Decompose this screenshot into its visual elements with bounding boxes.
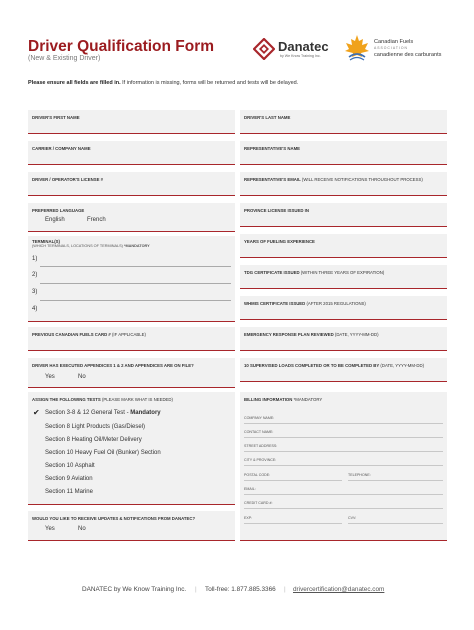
language-option-french[interactable]: French (87, 217, 106, 223)
checkbox-icon[interactable] (32, 488, 42, 498)
rep-email-label (244, 177, 423, 182)
test-option-marine[interactable] (32, 488, 224, 498)
fuels-card-field[interactable] (28, 327, 235, 351)
province-label: PROVINCE LICENSE ISSUED IN (244, 208, 309, 213)
test-option-marine-label: Section 11 Marine (45, 489, 93, 495)
terminals-field (28, 236, 235, 322)
tdg-label-normal: (WITHIN THREE YEARS OF EXPIRATION) (299, 270, 385, 275)
whmis-field[interactable] (240, 296, 447, 320)
supervised-loads-label-normal: (DATE, YYYY-MM-DD) (379, 363, 425, 368)
billing-cvv-label: CVV: (348, 516, 357, 520)
terminals-sublabel (32, 244, 150, 248)
supervised-loads-label (244, 363, 424, 368)
updates-field (28, 511, 235, 541)
test-option-heavy-fuel-oil[interactable] (32, 449, 224, 459)
footer-separator-1: | (195, 586, 197, 593)
tests-field (28, 392, 235, 505)
rep-name-label: REPRESENTATIVE'S NAME (244, 146, 301, 151)
cfa-logo-line1: Canadian Fuels (374, 39, 414, 45)
appendices-option-yes[interactable]: Yes (45, 374, 55, 380)
billing-contact-label: CONTACT NAME: (244, 430, 274, 434)
terminal-1-line[interactable] (40, 266, 231, 267)
terminals-sublabel-normal: (WHICH TERMINALS, LOCATIONS OF TERMINALS) (32, 244, 123, 248)
footer-email-link[interactable]: drivercertification@danatec.com (293, 586, 385, 593)
supervised-loads-label-bold: 10 SUPERVISED LOADS COMPLETED OR TO BE COMPLETED BY (244, 363, 380, 368)
terminal-1-label: 1) (32, 256, 38, 262)
billing-card-label: CREDIT CARD #: (244, 501, 273, 505)
appendices-field (28, 358, 235, 388)
license-label: DRIVER / OPERATOR'S LICENSE # (32, 177, 104, 182)
years-label: YEARS OF FUELING EXPERIENCE (244, 239, 315, 244)
cfa-logo (343, 33, 453, 65)
terminal-3-line[interactable] (40, 300, 231, 301)
checkbox-icon[interactable] (32, 436, 42, 446)
billing-cvv-line[interactable] (348, 523, 443, 524)
test-option-general[interactable] (32, 409, 224, 419)
billing-email-line[interactable] (244, 494, 443, 495)
billing-card-line[interactable] (244, 508, 443, 509)
test-option-aviation[interactable] (32, 475, 224, 485)
billing-field (240, 392, 447, 541)
page-title: Driver Qualification Form (28, 38, 215, 55)
rep-name-field[interactable] (240, 141, 447, 165)
cfa-logo-line2: ASSOCIATION (374, 46, 408, 50)
billing-exp-label: EXP: (244, 516, 253, 520)
test-option-general-label: Section 3-8 & 12 General Test - (45, 410, 131, 416)
billing-street-label: STREET ADDRESS: (244, 444, 278, 448)
terminal-2-line[interactable] (40, 283, 231, 284)
updates-option-yes[interactable]: Yes (45, 526, 55, 532)
fuels-card-label-normal: (IF APPLICABLE) (110, 332, 146, 337)
tests-label-bold: ASSIGN THE FOLLOWING TESTS (32, 397, 101, 402)
billing-postal-label: POSTAL CODE: (244, 473, 271, 477)
rep-email-label-bold: REPRESENTATIVE'S EMAIL (244, 177, 301, 182)
test-option-asphalt-label: Section 10 Asphalt (45, 463, 95, 469)
footer-company: DANATEC by We Know Training Inc. (82, 586, 187, 593)
test-option-heating-oil-label: Section 8 Heating Oil/Meter Delivery (45, 437, 142, 443)
danatec-logo-icon (253, 38, 275, 60)
erp-label-normal: (DATE, YYYY-MM-DD) (333, 332, 379, 337)
erp-label (244, 332, 379, 337)
appendices-label: DRIVER HAS EXECUTED APPENDICES 1 & 2 AND APPENDICES ARE ON FILE? (32, 363, 194, 368)
language-label: PREFERRED LANGUAGE (32, 208, 85, 213)
language-option-english[interactable]: English (45, 217, 65, 223)
danatec-logo-tagline: by We Know Training Inc. (280, 54, 321, 58)
billing-exp-line[interactable] (244, 523, 342, 524)
test-option-asphalt[interactable] (32, 462, 224, 472)
terminals-sublabel-bold: *MANDATORY (122, 244, 150, 248)
danatec-logo (253, 37, 338, 63)
tdg-field[interactable] (240, 265, 447, 289)
fuels-card-label-bold: PREVIOUS CANADIAN FUELS CARD # (32, 332, 111, 337)
maple-leaf-icon (343, 33, 371, 63)
supervised-loads-field[interactable] (240, 358, 447, 382)
license-field[interactable] (28, 172, 235, 196)
test-option-light-products-label: Section 8 Light Products (Gas/Diesel) (45, 424, 146, 430)
updates-option-no[interactable]: No (78, 526, 86, 532)
billing-telephone-label: TELEPHONE: (348, 473, 371, 477)
checkbox-icon[interactable] (32, 462, 42, 472)
whmis-label-bold: WHMIS CERTIFICATE ISSUED (244, 301, 306, 306)
tdg-label-bold: TDG CERTIFICATE ISSUED (244, 270, 300, 275)
test-option-aviation-label: Section 9 Aviation (45, 476, 93, 482)
checkbox-icon[interactable] (32, 423, 42, 433)
erp-label-bold: EMERGENCY RESPONSE PLAN REVIEWED (244, 332, 334, 337)
footer-phone: Toll-free: 1.877.885.3366 (205, 586, 276, 593)
billing-company-line[interactable] (244, 423, 443, 424)
last-name-label: DRIVER'S LAST NAME (244, 115, 291, 120)
first-name-label: DRIVER'S FIRST NAME (32, 115, 80, 120)
billing-label-normal: *MANDATORY (292, 397, 323, 402)
billing-company-label: COMPANY NAME: (244, 416, 275, 420)
billing-postal-line[interactable] (244, 480, 342, 481)
whmis-label (244, 301, 366, 306)
appendices-option-no[interactable]: No (78, 374, 86, 380)
billing-city-line[interactable] (244, 465, 443, 466)
instruction-bold: Please ensure all fields are filled in. (28, 80, 121, 86)
tdg-label (244, 270, 384, 275)
terminal-3-label: 3) (32, 289, 38, 295)
footer-separator-2: | (284, 586, 286, 593)
billing-label (244, 397, 322, 402)
terminal-4-label: 4) (32, 306, 38, 312)
terminal-2-label: 2) (32, 272, 38, 278)
checkbox-icon[interactable] (32, 449, 42, 459)
danatec-logo-name: Danatec (278, 39, 329, 54)
billing-telephone-line[interactable] (348, 480, 443, 481)
test-option-general-text (45, 410, 161, 416)
instruction-rest: If information is missing, forms will be returned and tests will be delayed. (120, 80, 299, 86)
test-option-heavy-fuel-oil-label: Section 10 Heavy Fuel Oil (Bunker) Section (45, 450, 161, 456)
test-option-heating-oil[interactable] (32, 436, 224, 446)
instruction-text (28, 80, 298, 86)
tests-label (32, 397, 173, 402)
checkmark-icon: ✔ (33, 408, 40, 417)
checkbox-icon[interactable] (32, 475, 42, 485)
province-field[interactable] (240, 203, 447, 227)
carrier-label: CARRIER / COMPANY NAME (32, 146, 91, 151)
first-name-field[interactable] (28, 110, 235, 134)
rep-email-label-normal: (WILL RECEIVE NOTIFICATIONS THROUGHOUT PROCESS) (300, 177, 423, 182)
language-field (28, 203, 235, 232)
billing-street-line[interactable] (244, 451, 443, 452)
terminals-label: TERMINAL(S) (32, 239, 60, 244)
billing-label-bold: BILLING INFORMATION (244, 397, 293, 402)
whmis-label-normal: (AFTER 2015 REGULATIONS) (305, 301, 366, 306)
billing-city-label: CITY & PROVINCE: (244, 458, 277, 462)
fuels-card-label (32, 332, 146, 337)
cfa-logo-line3: canadienne des carburants (374, 52, 442, 58)
updates-label: WOULD YOU LIKE TO RECEIVE UPDATES & NOTIFICATIONS FROM DANATEC? (32, 516, 196, 521)
rep-email-field[interactable] (240, 172, 447, 196)
test-option-light-products[interactable] (32, 423, 224, 433)
erp-field[interactable] (240, 327, 447, 351)
carrier-field[interactable] (28, 141, 235, 165)
last-name-field[interactable] (240, 110, 447, 134)
billing-email-label: EMAIL: (244, 487, 256, 491)
tests-label-normal: (PLEASE MARK WHAT IS NEEDED) (100, 397, 173, 402)
page-subtitle: (New & Existing Driver) (28, 55, 101, 62)
years-field[interactable] (240, 234, 447, 258)
billing-contact-line[interactable] (244, 437, 443, 438)
test-option-general-bold: Mandatory (130, 410, 161, 416)
